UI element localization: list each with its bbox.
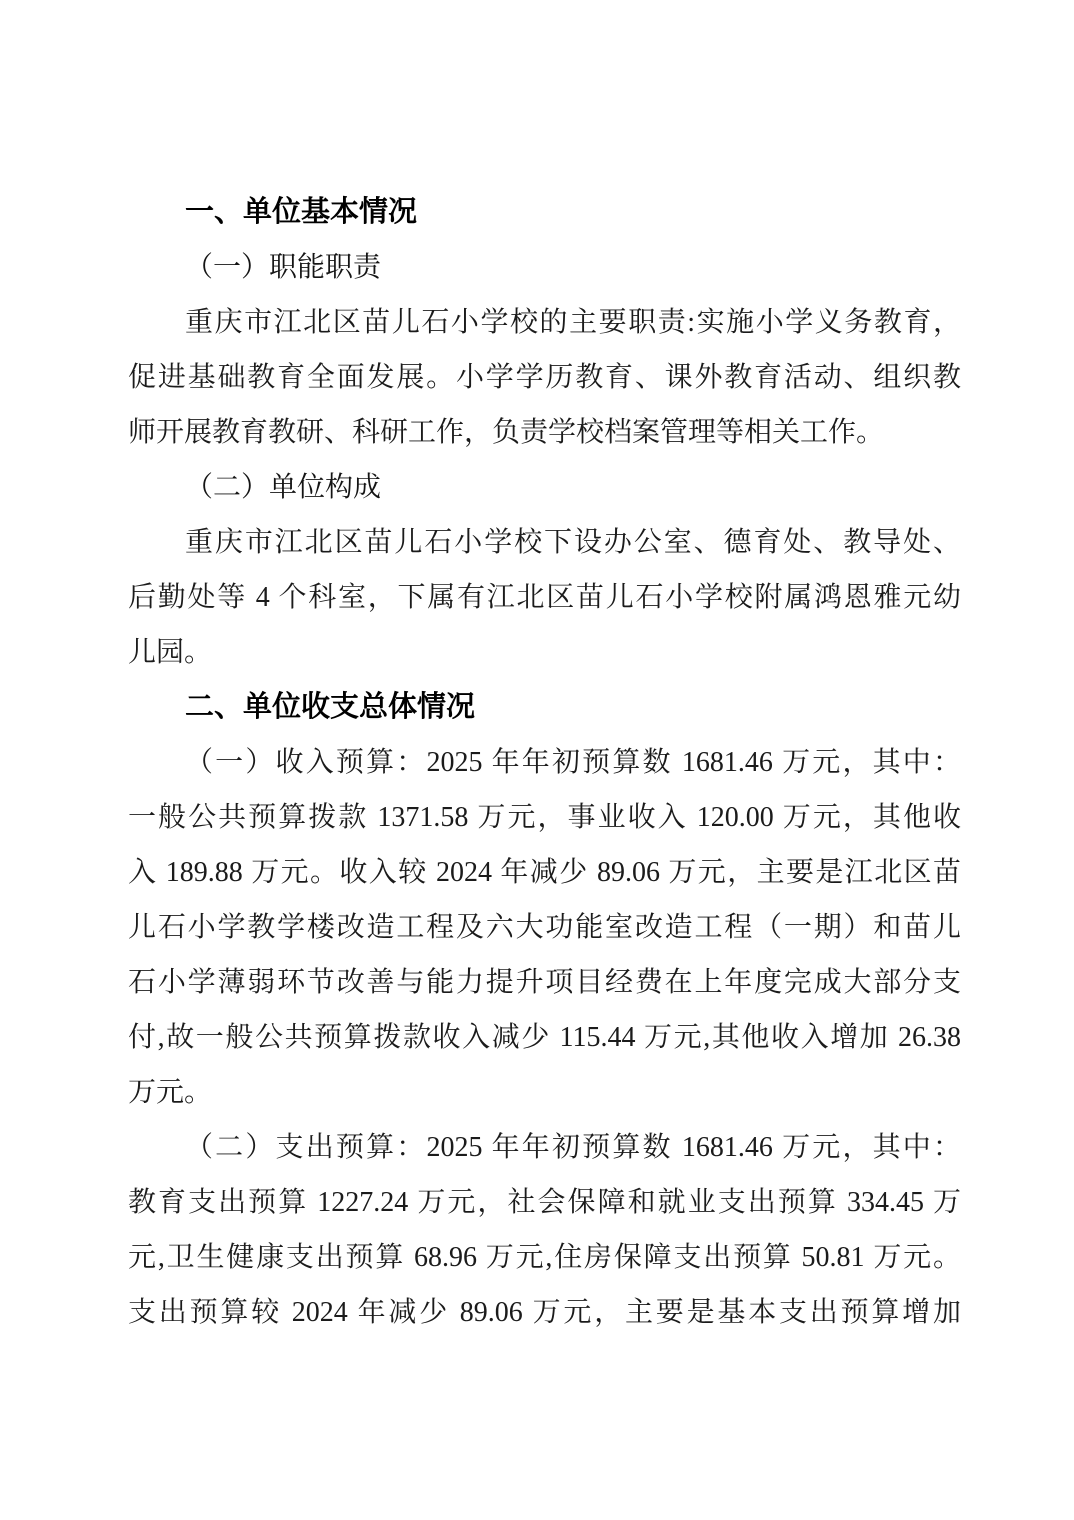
- para-expenditure-budget-line-4: 支出预算较 2024 年减少 89.06 万元，主要是基本支出预算增加: [128, 1297, 961, 1328]
- para-revenue-budget-line-6: 付,故一般公共预算拨款收入减少 115.44 万元,其他收入增加 26.38: [128, 1022, 961, 1053]
- para-revenue-budget-line-1: （一）收入预算：2025 年年初预算数 1681.46 万元，其中：: [185, 747, 961, 778]
- section-heading-unit-basic-info: 一、单位基本情况: [185, 196, 418, 228]
- para-expenditure-budget-line-3: 元,卫生健康支出预算 68.96 万元,住房保障支出预算 50.81 万元。: [128, 1242, 961, 1273]
- subsection-heading-duties: （一）职能职责: [185, 252, 382, 283]
- para-revenue-budget-line-2: 一般公共预算拨款 1371.58 万元，事业收入 120.00 万元，其他收: [128, 802, 961, 833]
- para-expenditure-budget-line-2: 教育支出预算 1227.24 万元，社会保障和就业支出预算 334.45 万: [128, 1187, 961, 1218]
- para-duties-line-1: 重庆市江北区苗儿石小学校的主要职责:实施小学义务教育，: [185, 307, 961, 338]
- para-duties-line-3: 师开展教育教研、科研工作，负责学校档案管理等相关工作。: [128, 417, 885, 448]
- para-composition-line-3: 儿园。: [128, 637, 213, 668]
- document-text-block: [128, 185, 961, 1340]
- para-revenue-budget-line-5: 石小学薄弱环节改善与能力提升项目经费在上年度完成大部分支: [128, 967, 961, 998]
- subsection-heading-unit-composition: （二）单位构成: [185, 472, 382, 503]
- section-heading-revenue-expenditure-overview: 二、单位收支总体情况: [185, 691, 476, 723]
- para-composition-line-1: 重庆市江北区苗儿石小学校下设办公室、德育处、教导处、: [185, 527, 961, 558]
- para-revenue-budget-line-3: 入 189.88 万元。收入较 2024 年减少 89.06 万元，主要是江北区苗: [128, 857, 961, 888]
- para-revenue-budget-line-4: 儿石小学教学楼改造工程及六大功能室改造工程（一期）和苗儿: [128, 912, 961, 943]
- para-revenue-budget-line-7: 万元。: [128, 1077, 213, 1108]
- para-composition-line-2: 后勤处等 4 个科室，下属有江北区苗儿石小学校附属鸿恩雅元幼: [128, 582, 961, 613]
- para-duties-line-2: 促进基础教育全面发展。小学学历教育、课外教育活动、组织教: [128, 362, 961, 393]
- para-expenditure-budget-line-1: （二）支出预算：2025 年年初预算数 1681.46 万元，其中：: [185, 1132, 961, 1163]
